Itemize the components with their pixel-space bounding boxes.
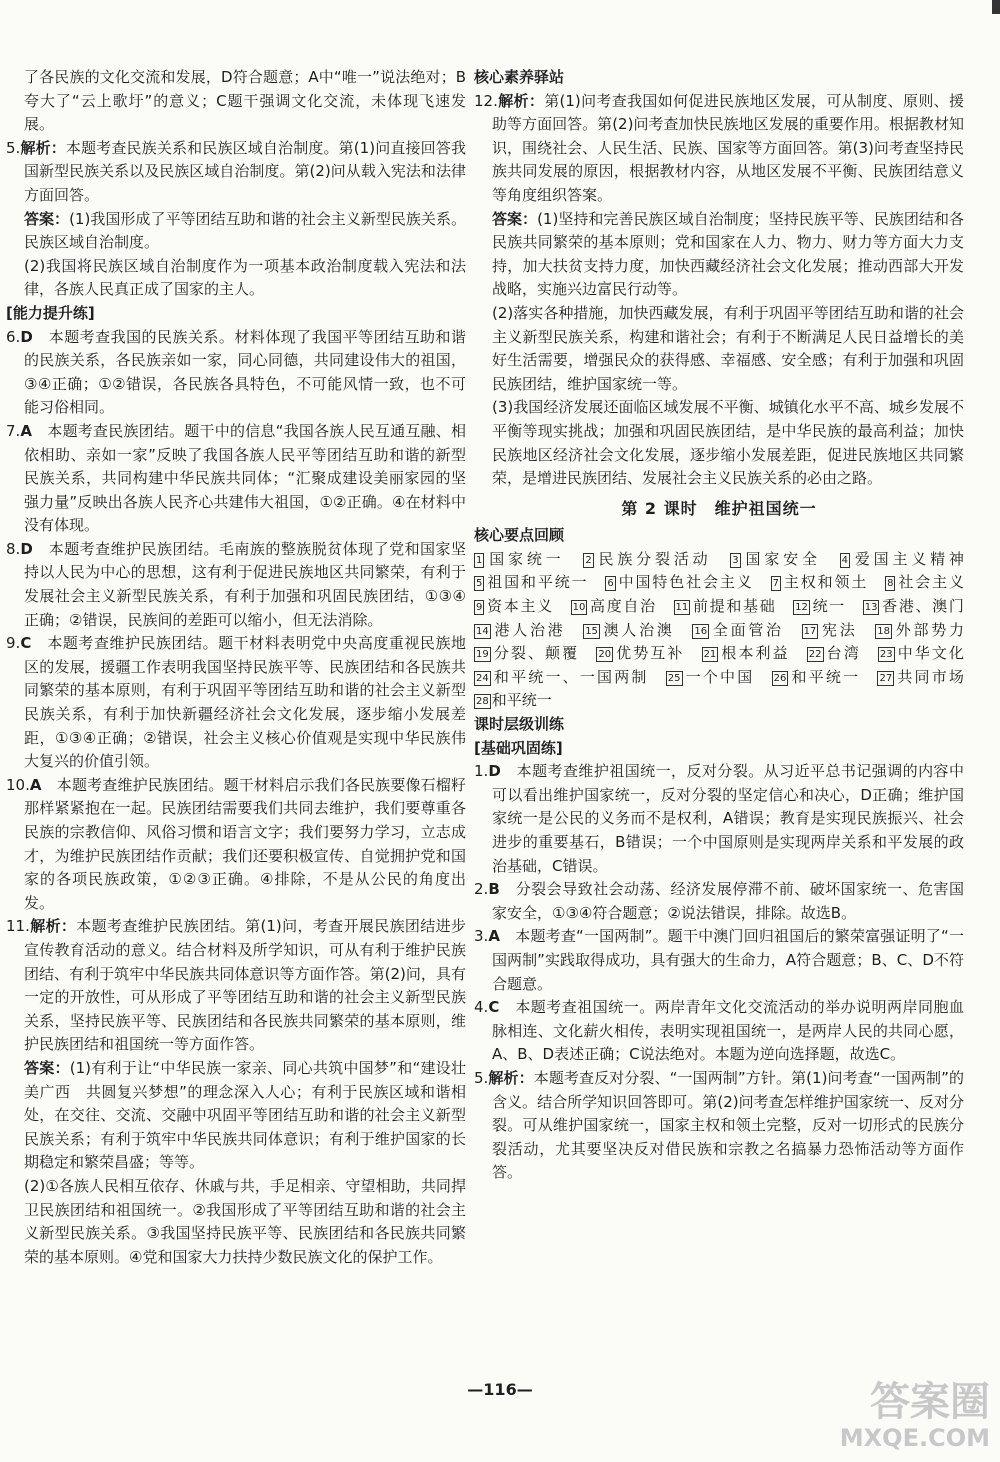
key-point-number: 9 — [476, 602, 483, 614]
key-point-number: 8 — [887, 578, 894, 590]
key-point-text: 共同市场 — [895, 667, 964, 686]
key-point-number: 26 — [773, 672, 787, 684]
key-point-number: 13 — [864, 602, 878, 614]
section-key-points: 核心要点回顾 — [474, 526, 565, 545]
key-point-text: 中华文化 — [895, 644, 964, 663]
question-9: 9.C 本题考查维护民族团结。题干材料表明党中央高度重视民族地区的发展，援疆工作表明我国坚持民族平等、民族团结和各民族共同繁荣的基本原则，有利于巩固平等团结互助和谐的社会主义新型民族关系，有利于加快新疆经济社会文化发展，逐步缩小发展差距，①③④正确；②错误，社会主义核心价值观是实现中华民族伟大复兴的价值引领。 — [6, 634, 466, 771]
key-point-item — [474, 550, 565, 568]
key-point-text: 爱国主义精神 — [851, 549, 964, 568]
watermark-logo — [800, 1380, 990, 1460]
key-point-number: 10 — [572, 602, 586, 614]
key-point-item — [772, 668, 861, 686]
key-point-text: 和平统一 — [491, 691, 552, 710]
key-point-number: 12 — [795, 602, 808, 614]
key-point-text: 全面管治 — [710, 620, 784, 639]
key-point-number: 18 — [877, 625, 890, 637]
key-point-text: 高度自治 — [588, 597, 657, 616]
question-8: 8.D 本题考查维护民族团结。毛南族的整族脱贫体现了党和国家坚持以人民为中心的思想，这有利于促进民族地区共同繁荣，有利于发展社会主义新型民族关系，有利于加强和巩固民族团结，①③④正确；②错误，民族间的差距可以缩小，但无法消除。 — [6, 539, 466, 629]
section-basic: [基础巩固练] — [474, 738, 563, 757]
question-7: 7.A 本题考查民族团结。题干中的信息“我国各族人民互通互融、相依相助、亲如一家”反映了我国各族人民平等团结互助和谐的新型民族关系，共同构建中华民族共同体；“汇聚成建设美丽家园的坚强力量”反映出各族人民齐心共建伟大祖国，①②正确。④在材料中没有体现。 — [6, 421, 466, 535]
key-point-item — [692, 621, 783, 639]
key-point-text: 优势互补 — [614, 644, 685, 663]
key-point-text: 祖国和平统一 — [485, 573, 589, 592]
question-12-answer-part3: (3)我国经济发展还面临区域发展不平衡、城镇化水平不高、城乡发展不平衡等现实挑战；加强和巩固民族团结，是中华民族的最高利益；加快民族地区经济社会文化发展，逐步缩小发展差距，促进民族地区共同繁荣，是增进民族团结、发展社会主义民族关系的必由之路。 — [492, 398, 964, 488]
key-point-number: 17 — [803, 625, 817, 637]
right-column — [474, 66, 964, 1185]
key-point-number: 27 — [879, 672, 893, 684]
section-training: 课时层级训练 — [474, 715, 565, 734]
key-point-item — [583, 621, 674, 639]
key-point-number: 21 — [703, 649, 717, 661]
key-point-text: 前提和基础 — [691, 597, 777, 616]
key-point-number: 6 — [607, 578, 614, 590]
key-point-text: 民族分裂活动 — [594, 549, 712, 568]
key-point-item — [730, 550, 821, 568]
section-core: 核心素养驿站 — [474, 68, 565, 86]
key-point-item — [793, 597, 846, 615]
key-point-text: 主权和领土 — [781, 573, 869, 592]
question-5-answer-part2: (2)我国将民族区域自治制度作为一项基本政治制度载入宪法和法律，各族人民真正成了国家的主人。 — [24, 256, 466, 299]
watermark-url: MXQE.COM — [839, 1424, 990, 1452]
page-number: —116— — [467, 1380, 533, 1399]
key-point-number: 23 — [879, 649, 893, 661]
key-point-item — [474, 597, 554, 615]
key-point-number: 5 — [476, 578, 483, 590]
key-point-number: 1 — [476, 554, 483, 566]
key-point-item — [474, 668, 649, 686]
key-point-item — [875, 621, 964, 639]
key-point-text: 国家统一 — [485, 549, 565, 568]
continued-paragraph: 了各民族的文化交流和发展，D符合题意；A中“唯一”说法绝对；B夸大了“云上歌圩”的意义；C题干强调文化交流，未体现飞速发展。 — [24, 68, 466, 134]
key-point-text: 一个中国 — [683, 667, 755, 686]
key-points-list — [474, 548, 964, 713]
basic-question-4: 4.C 本题考查祖国统一。两岸青年文化交流活动的举办说明两岸同胞血脉相连、文化薪火相传，表明实现祖国统一，是两岸人民的共同心愿，A、B、D表述正确；C说法绝对。本题为逆向选择题，故选C。 — [474, 998, 964, 1064]
basic-question-5: 5.解析：本题考查反对分裂、“一国两制”方针。第(1)问考查“一国两制”的含义。结合所学知识回答即可。第(2)问考查怎样维护国家统一、反对分裂。可从维护国家统一，国家主权和领土完整，反对一切形式的民族分裂活动，尤其要坚决反对借民族和宗教之名搞暴力恐怖活动等方面作答。 — [474, 1068, 964, 1182]
key-point-item — [807, 644, 861, 662]
key-point-item — [474, 644, 579, 662]
question-12-answer-part2: (2)落实各种措施，加快西藏发展，有利于巩固平等团结互助和谐的社会主义新型民族关系，构建和谐社会；有利于不断满足人民日益增长的美好生活需要，增强民众的获得感、幸福感、安全感；有利于加强和巩固民族团结，维护国家统一等。 — [492, 303, 964, 393]
section-ability: [能力提升练] — [6, 303, 95, 322]
key-point-number: 16 — [694, 625, 708, 637]
question-5-analysis: 5.解析：本题考查民族关系和民族区域自治制度。第(1)问直接回答我国新型民族关系以及民族区域自治制度。第(2)问从载入宪法和法律方面回答。 — [6, 138, 466, 204]
key-point-text: 中国特色社会主义 — [616, 573, 754, 592]
key-point-number: 19 — [476, 649, 489, 661]
key-point-text: 香港、澳门 — [880, 597, 964, 616]
key-point-text: 根本利益 — [719, 644, 790, 663]
key-point-item — [885, 573, 964, 591]
key-point-item — [771, 573, 869, 591]
key-point-text: 宪法 — [819, 620, 858, 639]
question-12-answer: 答案：(1)坚持和完善民族区域自治制度；坚持民族平等、民族团结和各民族共同繁荣的基本原则；党和国家在人力、物力、财力等方面大力支持，加大扶贫支持力度，加快西藏经济社会文化发展；推动西部大开发战略，实施兴边富民行动等。 — [492, 209, 964, 299]
key-point-number: 25 — [667, 672, 681, 684]
key-point-text: 外部势力 — [893, 620, 964, 639]
key-point-number: 20 — [598, 649, 612, 661]
question-10: 10.A 本题考查维护民族团结。题干材料启示我们各民族要像石榴籽那样紧紧抱在一起。民族团结需要我们共同去维护，我们要尊重各民族的宗教信仰、风俗习惯和语言文字；我们要努力学习，立志成才，为维护民族团结作贡献；我们还要积极宣传、自觉拥护党和国家的各项民族政策，①②③正确。④排除，不是从公民的角度出发。 — [6, 775, 466, 912]
key-point-text: 和平统一 — [789, 667, 861, 686]
key-point-item — [666, 668, 755, 686]
key-point-item — [863, 597, 964, 615]
question-5-answer: 答案：(1)我国形成了平等团结互助和谐的社会主义新型民族关系。民族区域自治制度。 — [24, 209, 466, 252]
key-point-number: 3 — [732, 554, 739, 566]
key-point-item — [702, 644, 790, 662]
key-point-text: 统一 — [810, 597, 846, 616]
question-11-answer-part2: (2)①各族人民相互依存、休戚与共，手足相亲、守望相助，共同捍卫民族团结和祖国统一。②我国形成了平等团结互助和谐的社会主义新型民族关系。③我国坚持民族平等、民族团结和各民族共同繁荣的基本原则。④党和国家大力扶持少数民族文化的保护工作。 — [24, 1176, 466, 1266]
key-point-number: 22 — [808, 649, 822, 661]
question-12-analysis: 12.解析：第(1)问考查我国如何促进民族地区发展，可从制度、原则、援助等方面回答。第(2)问考查加快民族地区发展的重要作用。根据教材知识，围绕社会、人民生活、民族、国家等方面回答。第(3)问考查坚持民族共同发展的原因，根据教材内容，从地区发展不平衡、民族团结意义等角度组织答案。 — [474, 91, 964, 204]
watermark-text: 答案圈 — [870, 1379, 990, 1425]
key-point-text: 澳人治澳 — [600, 620, 675, 639]
key-point-item — [474, 621, 565, 639]
key-point-item — [596, 644, 684, 662]
key-point-item — [605, 573, 753, 591]
key-point-item — [474, 573, 589, 591]
key-point-item — [878, 644, 964, 662]
key-point-number: 11 — [675, 602, 689, 614]
key-point-text: 资本主义 — [485, 597, 554, 616]
key-point-number: 28 — [476, 696, 489, 708]
page-corner-mark — [992, 0, 1000, 14]
basic-question-2: 2.B 分裂会导致社会动荡、经济发展停滞不前、破坏国家统一、危害国家安全，①③④符合题意；②说法错误，排除。故选B。 — [474, 880, 964, 922]
key-point-number: 15 — [585, 625, 598, 637]
left-column — [6, 66, 466, 1269]
key-point-number: 2 — [585, 554, 592, 566]
key-point-text: 分裂、颠覆 — [491, 644, 580, 663]
key-point-number: 14 — [476, 625, 489, 637]
key-point-item — [840, 550, 964, 568]
key-point-text: 台湾 — [824, 644, 861, 663]
key-point-item — [674, 597, 777, 615]
key-point-text: 港人治港 — [491, 620, 566, 639]
key-point-text: 社会主义 — [896, 573, 964, 592]
key-point-number: 4 — [841, 554, 848, 566]
key-point-item — [571, 597, 657, 615]
key-point-text: 和平统一、一国两制 — [491, 667, 649, 686]
key-point-item — [802, 621, 858, 639]
key-point-number: 24 — [476, 672, 489, 684]
question-11-analysis: 11.解析：本题考查维护民族团结。第(1)问，考查开展民族团结进步宣传教育活动的意义。结合材料及所学知识，可从有利于维护民族团结、有利于筑牢中华民族共同体意识等方面作答。第(2)问，具有一定的开放性，可从形成了平等团结互助和谐的社会主义新型民族关系，坚持民族平等、民族团结和各民族共同繁荣的基本原则，维护民族团结和祖国统一等方面作答。 — [6, 917, 466, 1054]
key-point-item — [877, 668, 963, 686]
key-point-item — [474, 691, 552, 709]
basic-question-3: 3.A 本题考查“一国两制”。题干中澳门回归祖国后的繁荣富强证明了“一国两制”实践取得成功，具有强大的生命力，A符合题意；B、C、D不符合题意。 — [474, 927, 964, 993]
key-point-item — [583, 550, 711, 568]
key-point-number: 7 — [772, 578, 779, 590]
question-11-answer: 答案：(1)有利于让“中华民族一家亲、同心共筑中国梦”和“建设壮美广西 共圆复兴梦想”的理念深入人心；有利于民族区域和谐相处，在交往、交流、交融中巩固平等团结互助和谐的社会主义新型民族关系；有利于筑牢中华民族共同体意识；有利于维护国家的长期稳定和繁荣昌盛；等等。 — [24, 1058, 466, 1172]
key-point-text: 国家安全 — [741, 549, 821, 568]
basic-question-1: 1.D 本题考查维护祖国统一，反对分裂。从习近平总书记强调的内容中可以看出维护国家统一，反对分裂的坚定信心和决心，D正确；维护国家统一是公民的义务而不是权利，A错误；教育是实现民族振兴、社会进步的重要基石，B错误；一个中国原则是实现两岸关系和平发展的政治基础，C错误。 — [474, 762, 964, 875]
lesson-title: 第 2 课时 维护祖国统一 — [621, 498, 817, 518]
question-6: 6.D 本题考查我国的民族关系。材料体现了我国平等团结互助和谐的民族关系，各民族亲如一家，同心同德，共同建设伟大的祖国，③④正确；①②错误，各民族各具特色，不可能风情一致，也不可能习俗相同。 — [6, 327, 466, 417]
